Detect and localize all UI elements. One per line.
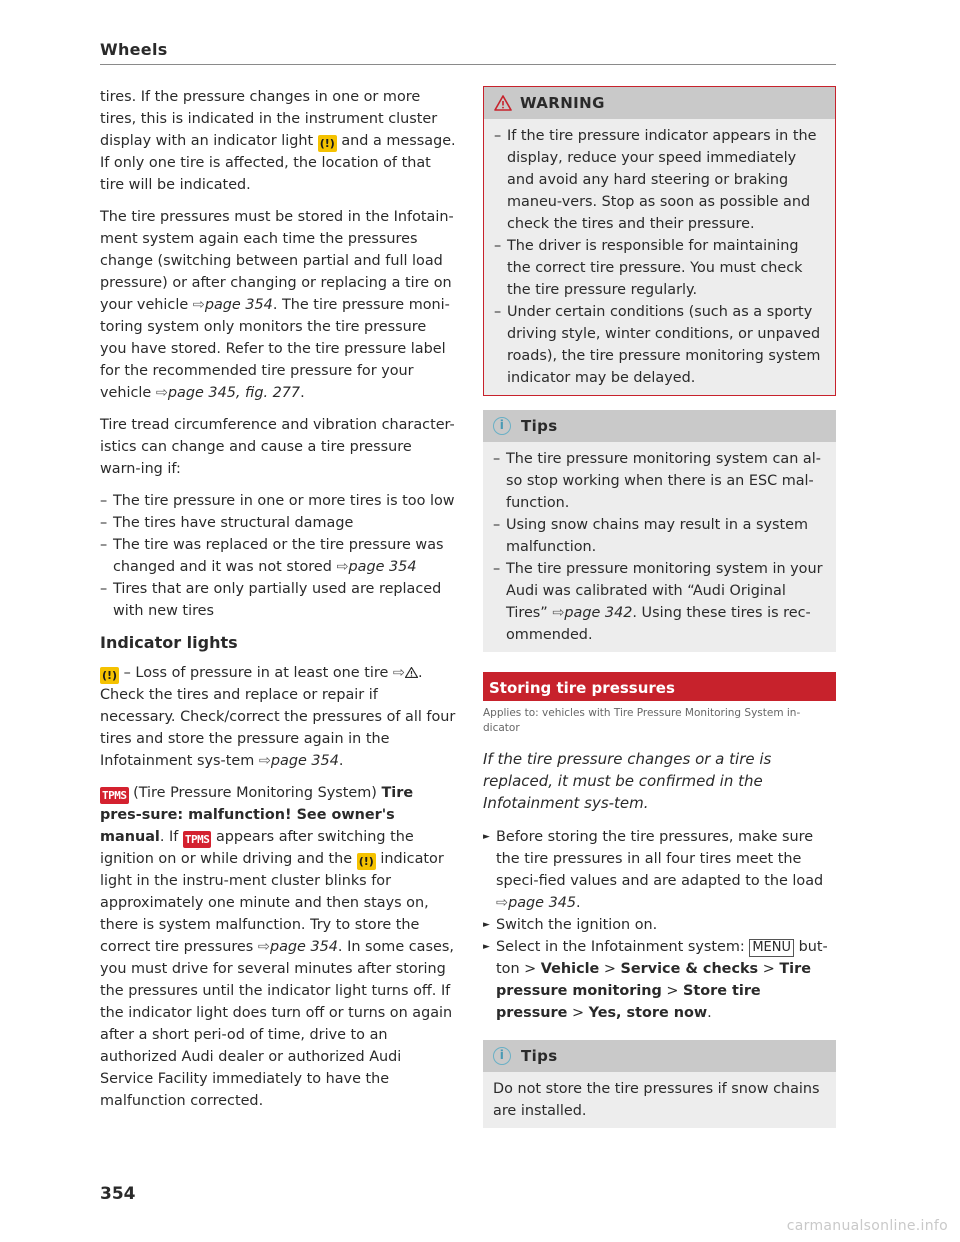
tpms-indicator-icon: TPMS [102, 789, 127, 802]
tips-box [483, 410, 836, 652]
step-item: ► Before storing the tire pressures, make sure the tire pressures in all four tires meet the speci-fied values and are adapted to the load ⇨page 345. [483, 826, 836, 914]
step-item: ► Select in the Infotainment system: MENU but-ton > Vehicle > Service & checks > Tire pressure monitoring > Store tire pressure > Yes, store now. [483, 936, 836, 1024]
tpms-indicator-icon: TPMS [184, 833, 210, 846]
tips-body [483, 1072, 836, 1128]
section-title: Wheels [100, 40, 168, 59]
tire-pressure-indicator-icon: (!) [358, 855, 374, 868]
warning-body [484, 119, 835, 395]
page-reference-link[interactable]: ⇨page 354 [258, 753, 339, 769]
tips-box-snow-chains [483, 1040, 836, 1128]
menu-button-key[interactable]: MENU [749, 939, 794, 957]
tips-title: Tips [521, 417, 558, 435]
list-item: – The driver is responsible for maintaining the correct tire pressure. You must check the tire pressure regularly. [494, 235, 825, 301]
paragraph-store-pressures: The tire pressures must be stored in the Infotain-ment system again each time the pressures change (switching between partial and full load pressure) or after changing or replacing a tire on your vehicle ⇨page 354. The tire pressure moni-toring system only monitors the tire pressure you have stored. Refer to the tire pressure label for the recommended tire pressure for your vehicle ⇨page 345, fig. 277. [100, 209, 454, 401]
warning-box [483, 86, 836, 396]
tips-title: Tips [521, 1047, 558, 1065]
warning-title: WARNING [520, 94, 605, 112]
tire-pressure-indicator-icon: (!) [319, 137, 335, 150]
tips-text: Do not store the tire pressures if snow chains are installed. [493, 1081, 820, 1119]
storing-intro: If the tire pressure changes or a tire is replaced, it must be confirmed in the Infotainment sys-tem. [483, 750, 772, 812]
list-item: – If the tire pressure indicator appears in the display, reduce your speed immediately and avoid any hard steering or braking maneu-vers. Stop as soon as possible and check the tires and their pressure. [494, 125, 825, 235]
tips-header [483, 1040, 836, 1072]
warning-triangle-icon [494, 95, 512, 111]
paragraph-loss-of-pressure: (!) – Loss of pressure in at least one tire ⇨ . Check the tires and replace or repair if necessary. Check/correct the pressures of all four tires and store the pressure again in the Infotainment sys-tem ⇨page 354. [100, 665, 456, 769]
page-reference-link[interactable]: ⇨page 342 [552, 605, 633, 621]
paragraph-tpms-malfunction: TPMS (Tire Pressure Monitoring System) Tire pres-sure: malfunction! See owner's manual. If TPMS appears after switching the ignition on or while driving and the (!) indicator light in the instru-ment cluster blinks for approximately one minute and then stays on, there is system malfunction. Try to store the correct tire pressures ⇨page 354. In some cases, you must drive for several minutes after storing the pressures until the indicator light turns off. If the indicator light does turn off or turns on again after a short peri-od of time, drive to an authorized Audi dealer or authorized Audi Service Facility immediately to have the malfunction corrected. [100, 785, 454, 1109]
page-number: 354 [100, 1184, 136, 1204]
storing-steps-list [483, 826, 836, 1024]
indicator-lights-heading: Indicator lights [100, 633, 238, 652]
storing-tire-pressures-heading: Storing tire pressures [483, 672, 836, 701]
watermark-text: carmanualsonline.info [786, 1218, 948, 1234]
list-item: – The tires have structural damage [100, 512, 456, 534]
warning-causes-list [100, 490, 456, 622]
page-reference-link[interactable]: ⇨page 345, fig. 277 [155, 385, 301, 401]
right-column [483, 86, 836, 1148]
page-reference-link[interactable]: ⇨page 345 [496, 895, 577, 911]
list-item: – The tire was replaced or the tire pressure was changed and it was not stored ⇨page 354 [100, 534, 456, 578]
page-reference-link[interactable]: ⇨page 354 [192, 297, 273, 313]
page-reference-link[interactable]: ⇨page 354 [336, 559, 417, 575]
step-item: ► Switch the ignition on. [483, 914, 836, 936]
list-item: – Tires that are only partially used are replaced with new tires [100, 578, 456, 622]
paragraph-tire-change: tires. If the pressure changes in one or more tires, this is indicated in the instrument cluster display with an indicator light (!) and a message. If only one tire is affected, the location of that tire will be indicated. [100, 89, 456, 193]
warning-list [494, 125, 825, 389]
page-reference-link[interactable]: ⇨page 354 [257, 939, 338, 955]
page-header [100, 40, 836, 59]
header-divider [100, 64, 836, 65]
warning-reference-icon[interactable]: ⇨ [393, 665, 418, 681]
tips-header [483, 410, 836, 442]
list-item: – The tire pressure monitoring system can al-so stop working when there is an ESC mal-function. [493, 448, 826, 514]
list-item: – Under certain conditions (such as a sporty driving style, winter conditions, or unpaved roads), the tire pressure monitoring system indicator may be delayed. [494, 301, 825, 389]
applies-to-note: Applies to: vehicles with Tire Pressure Monitoring System in-dicator [483, 707, 801, 734]
tips-body [483, 442, 836, 652]
warning-header [484, 87, 835, 119]
paragraph-tread-circumference: Tire tread circumference and vibration character-istics can change and cause a tire pressure warn-ing if: [100, 417, 455, 477]
list-item: – The tire pressure in one or more tires is too low [100, 490, 456, 512]
tire-pressure-indicator-icon: (!) [102, 669, 118, 682]
info-icon: i [493, 1047, 511, 1065]
info-icon: i [493, 417, 511, 435]
left-column [100, 86, 456, 1122]
list-item: – The tire pressure monitoring system in your Audi was calibrated with “Audi Original Tires” ⇨page 342. Using these tires is rec-ommended. [493, 558, 826, 646]
tips-list [493, 448, 826, 646]
list-item: – Using snow chains may result in a system malfunction. [493, 514, 826, 558]
